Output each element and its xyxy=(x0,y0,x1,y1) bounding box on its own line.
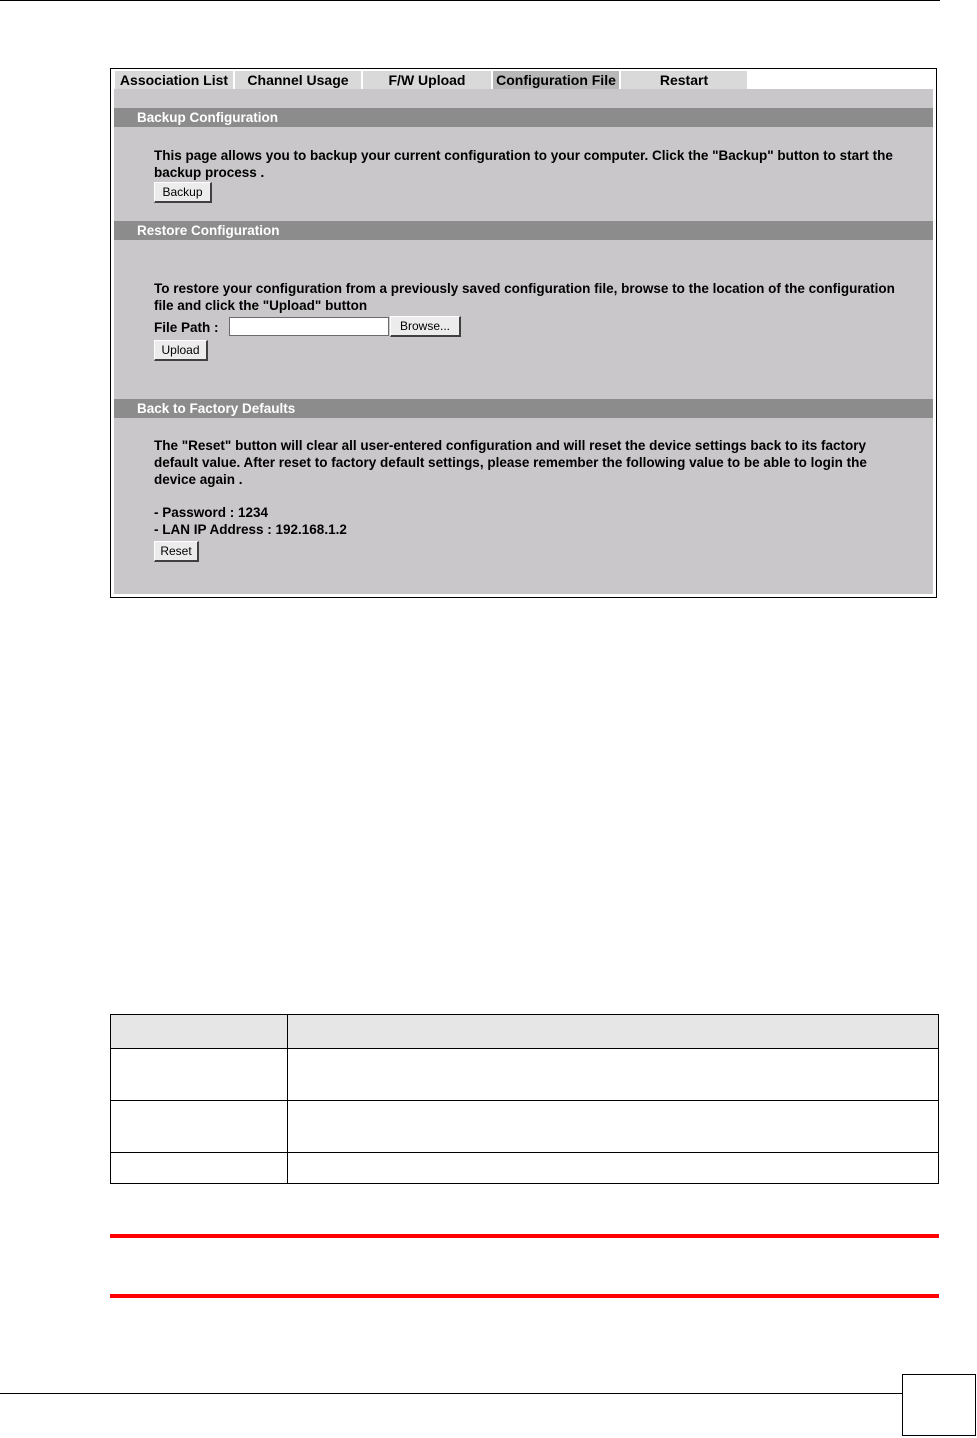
table-cell xyxy=(288,1049,939,1101)
table-cell xyxy=(288,1153,939,1184)
note-top-rule xyxy=(110,1234,939,1238)
table-row xyxy=(111,1153,939,1184)
factory-defaults-section-title: Back to Factory Defaults xyxy=(114,399,934,418)
config-panel xyxy=(114,89,934,594)
file-path-label: File Path : xyxy=(154,320,219,335)
browse-button[interactable]: Browse... xyxy=(390,316,461,337)
table-cell xyxy=(111,1049,288,1101)
backup-button[interactable]: Backup xyxy=(154,182,212,203)
table-cell xyxy=(288,1101,939,1153)
footer-rule xyxy=(0,1393,902,1394)
file-path-input[interactable] xyxy=(229,317,389,336)
tab-channel-usage[interactable]: Channel Usage xyxy=(235,71,361,89)
table-row xyxy=(111,1101,939,1153)
tab-configuration-file[interactable]: Configuration File xyxy=(493,71,619,89)
scrollbar-edge xyxy=(933,89,936,594)
table-header-cell xyxy=(111,1015,288,1049)
tab-restart[interactable]: Restart xyxy=(621,71,747,89)
default-lan-ip: - LAN IP Address : 192.168.1.2 xyxy=(154,522,347,537)
tab-association-list[interactable]: Association List xyxy=(115,71,233,89)
table-header-row xyxy=(111,1015,939,1049)
default-password: - Password : 1234 xyxy=(154,505,269,520)
configuration-file-screenshot xyxy=(110,68,937,598)
note-bottom-rule xyxy=(110,1294,939,1298)
backup-section-title: Backup Configuration xyxy=(114,108,934,127)
backup-description-line-2: backup process . xyxy=(154,165,265,180)
upload-button[interactable]: Upload xyxy=(154,340,208,361)
page-top-rule xyxy=(0,0,940,1)
reset-button[interactable]: Reset xyxy=(154,541,199,562)
restore-description-line-1: To restore your configuration from a previously saved configuration file, browse to the location of the configuration xyxy=(154,281,895,296)
factory-description-line-3: device again . xyxy=(154,472,243,487)
tab-fw-upload[interactable]: F/W Upload xyxy=(363,71,491,89)
table-row xyxy=(111,1049,939,1101)
restore-section-title: Restore Configuration xyxy=(114,221,934,240)
table-cell xyxy=(111,1101,288,1153)
backup-description-line-1: This page allows you to backup your current configuration to your computer. Click the "Backup" button to start the xyxy=(154,148,893,163)
restore-description-line-2: file and click the "Upload" button xyxy=(154,298,368,313)
factory-description-line-1: The "Reset" button will clear all user-entered configuration and will reset the device settings back to its factory xyxy=(154,438,866,453)
table-header-cell xyxy=(288,1015,939,1049)
table-cell xyxy=(111,1153,288,1184)
field-description-table xyxy=(110,1014,939,1184)
factory-description-line-2: default value. After reset to factory default settings, please remember the following value to be able to login the xyxy=(154,455,867,470)
page-number-box xyxy=(902,1374,976,1436)
